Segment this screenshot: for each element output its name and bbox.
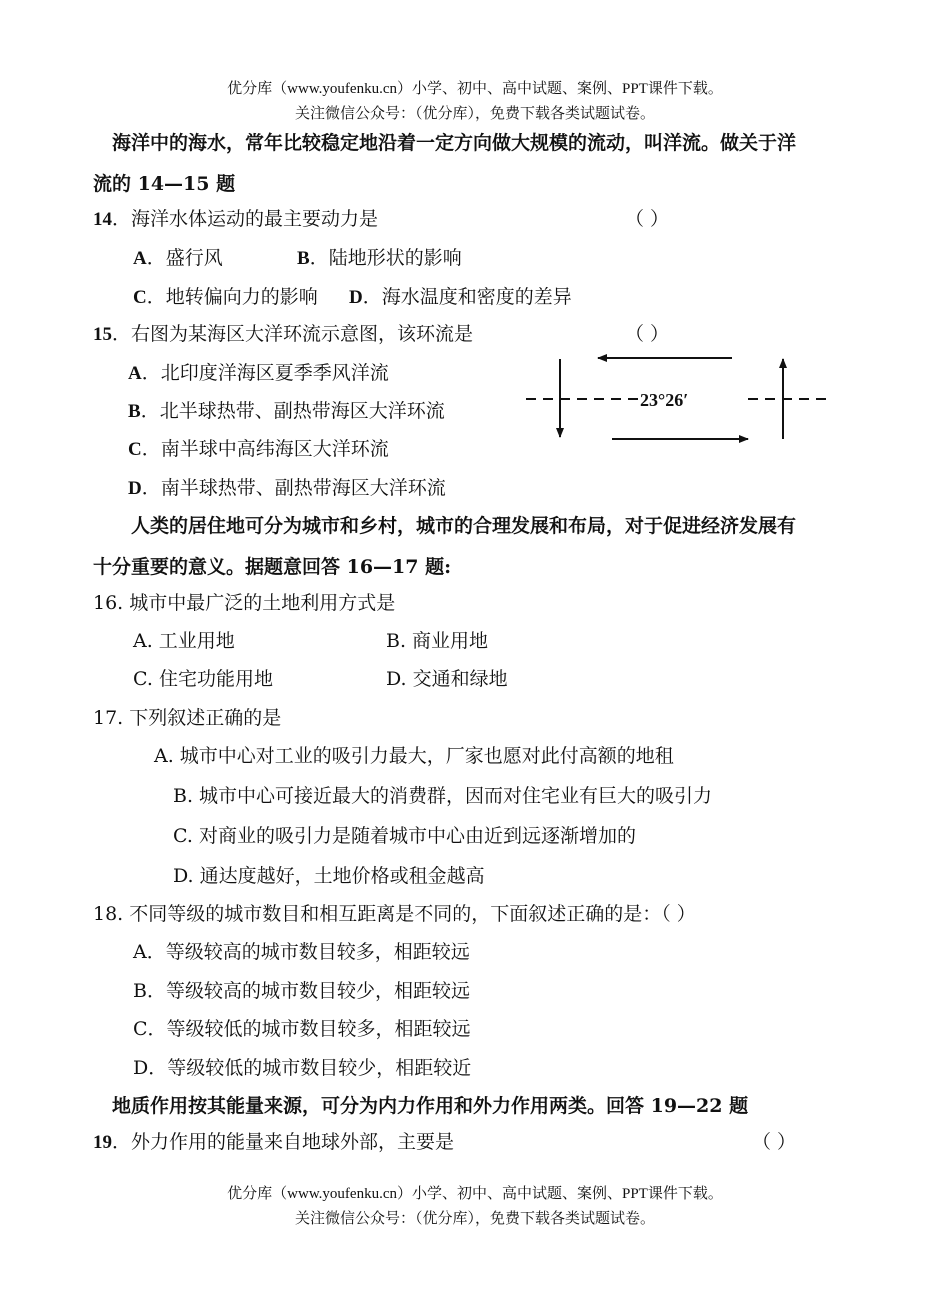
header-line-1: 优分库（www.youfenku.cn）小学、初中、高中试题、案例、PPT课件下载。 — [227, 81, 723, 97]
q14-option-d — [349, 285, 572, 310]
question-text: ．海洋水体运动的最主要动力是 — [112, 208, 379, 230]
q18-option-a: A．等级较高的城市数目较多，相距较远 — [133, 941, 470, 963]
option-text: ．北印度洋海区夏季季风洋流 — [141, 362, 389, 384]
question-19 — [93, 1130, 454, 1155]
q15-option-c — [128, 437, 389, 462]
option-letter: A — [133, 248, 147, 269]
option-text: ．地转偏向力的影响 — [146, 286, 318, 308]
intro-16-17-line-1: 人类的居住地可分为城市和乡村，城市的合理发展和布局，对于促进经济发展有 — [131, 515, 797, 537]
question-16: 16. 城市中最广泛的土地利用方式是 — [93, 592, 396, 614]
q18-option-d: D．等级较低的城市数目较少，相距较近 — [133, 1057, 472, 1079]
q15-option-b — [128, 399, 445, 424]
q17-option-b: B. 城市中心可接近最大的消费群，因而对住宅业有巨大的吸引力 — [173, 785, 713, 807]
header-line-2: 关注微信公众号：（优分库），免费下载各类试题试卷。 — [294, 106, 655, 122]
q17-option-d: D. 通达度越好，土地价格或租金越高 — [173, 865, 485, 887]
answer-paren-14: （ ） — [625, 208, 670, 230]
q15-option-a — [128, 361, 389, 386]
question-number: 14 — [93, 209, 112, 230]
intro-14-15-line-2: 流的 14—15 题 — [93, 173, 236, 195]
q17-option-a: A. 城市中心对工业的吸引力最大，厂家也愿对此付高额的地租 — [154, 745, 674, 767]
question-15 — [93, 322, 473, 347]
option-letter: C — [128, 439, 142, 460]
option-letter: D — [128, 478, 142, 499]
question-number: 15 — [93, 324, 112, 345]
option-text: ．海水温度和密度的差异 — [362, 286, 572, 308]
option-letter: B — [297, 248, 310, 269]
intro-16-17-line-2: 十分重要的意义。据题意回答 16—17 题: — [93, 556, 452, 578]
question-14 — [93, 207, 378, 232]
question-number: 19 — [93, 1132, 112, 1153]
option-text: ．南半球中高纬海区大洋环流 — [141, 438, 389, 460]
q14-option-b — [297, 246, 462, 271]
option-letter: C — [133, 287, 147, 308]
option-text: ．南半球热带、副热带海区大洋环流 — [141, 477, 446, 499]
question-18: 18. 不同等级的城市数目和相互距离是不同的，下面叙述正确的是：（ ） — [93, 903, 696, 925]
footer-line-2: 关注微信公众号：（优分库），免费下载各类试题试卷。 — [294, 1211, 655, 1227]
question-text: ．外力作用的能量来自地球外部，主要是 — [112, 1131, 455, 1153]
q18-option-c: C．等级较低的城市数目较多，相距较远 — [133, 1018, 471, 1040]
option-letter: B — [128, 401, 141, 422]
option-text: ．陆地形状的影响 — [309, 247, 462, 269]
option-letter: D — [349, 287, 363, 308]
q16-option-c: C. 住宅功能用地 — [133, 668, 273, 690]
intro-19-22: 地质作用按其能量来源，可分为内力作用和外力作用两类。回答 19—22 题 — [112, 1095, 749, 1117]
latitude-label: 23°26′ — [640, 390, 689, 410]
q15-option-d — [128, 476, 446, 501]
q17-option-c: C. 对商业的吸引力是随着城市中心由近到远逐渐增加的 — [173, 825, 636, 847]
q16-option-d: D. 交通和绿地 — [386, 668, 508, 690]
option-text: ．盛行风 — [146, 247, 223, 269]
answer-paren-15: （ ） — [625, 323, 670, 345]
option-text: ．北半球热带、副热带海区大洋环流 — [140, 400, 445, 422]
question-17: 17. 下列叙述正确的是 — [93, 707, 282, 729]
footer-line-1: 优分库（www.youfenku.cn）小学、初中、高中试题、案例、PPT课件下载。 — [227, 1186, 723, 1202]
intro-14-15-line-1: 海洋中的海水，常年比较稳定地沿着一定方向做大规模的流动，叫洋流。做关于洋 — [112, 132, 797, 154]
q16-option-a: A. 工业用地 — [133, 630, 235, 652]
ocean-current-diagram — [520, 345, 840, 450]
answer-paren-19: （ ） — [752, 1131, 797, 1153]
q14-option-c — [133, 285, 318, 310]
q14-option-a — [133, 246, 223, 271]
q16-option-b: B. 商业用地 — [386, 630, 489, 652]
q18-option-b: B．等级较高的城市数目较少，相距较远 — [133, 980, 470, 1002]
question-text: ．右图为某海区大洋环流示意图，该环流是 — [112, 323, 474, 345]
option-letter: A — [128, 363, 142, 384]
